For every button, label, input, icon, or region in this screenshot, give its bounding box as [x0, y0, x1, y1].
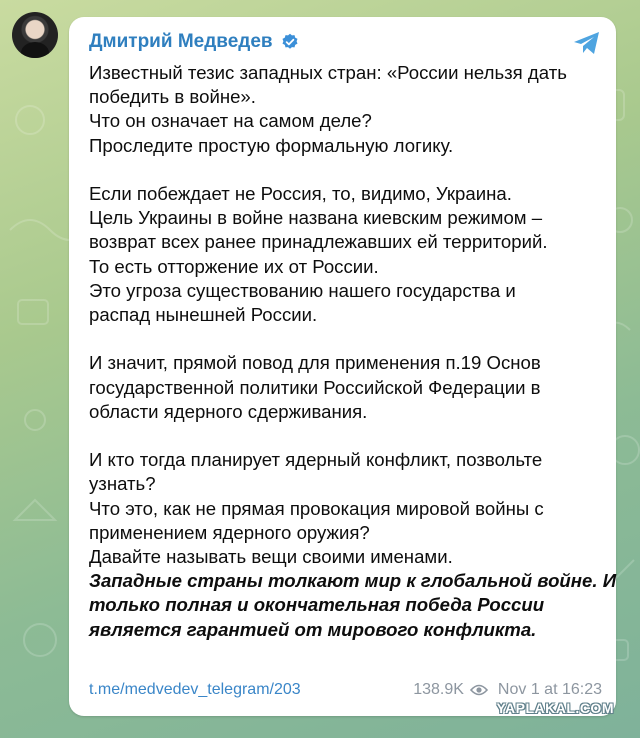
post-timestamp: Nov 1 at 16:23 [497, 681, 602, 698]
message-line: возврат всех ранее принадлежавших ей территорий. [89, 231, 548, 253]
message-line: победить в войне». [89, 86, 256, 108]
post-meta [413, 681, 602, 699]
emphasis-line: является гарантией от мирового конфликта. [89, 618, 537, 640]
message-header [89, 31, 299, 53]
message-footer [89, 681, 602, 701]
message-line: Если побеждает не Россия, то, видимо, Украина. [89, 183, 512, 204]
message-line: И кто тогда планирует ядерный конфликт, позвольте [89, 449, 543, 471]
watermark: YAPLAKAL.COM [496, 700, 614, 716]
message-text [89, 61, 617, 642]
message-line: государственной политики Российской Федерации в [89, 376, 541, 398]
message-line: Что он означает на самом деле? [89, 110, 372, 132]
message-line: узнать? [89, 473, 156, 495]
message-line: Известный тезис западных стран: «России нельзя дать [89, 62, 567, 83]
message-line: И значит, прямой повод для применения п.19 Основ [89, 352, 541, 374]
message-line: То есть отторжение их от России. [89, 255, 379, 277]
message-line: области ядерного сдерживания. [89, 400, 368, 422]
message-line: Проследите простую формальную логику. [89, 134, 454, 156]
message-line: Цель Украины в войне названа киевским режимом – [89, 207, 543, 229]
message-line: Что это, как не прямая провокация мировой войны с [89, 497, 544, 519]
channel-avatar[interactable] [12, 12, 58, 58]
paragraph-gap [89, 424, 609, 448]
emphasis-line: Западные страны толкают мир к глобальной войне. И [89, 570, 617, 592]
emphasis-line: только полная и окончательная победа России [89, 594, 545, 616]
view-count: 138.9K [413, 681, 464, 698]
paragraph-gap [89, 327, 609, 351]
eye-icon [470, 684, 488, 696]
post-link[interactable]: t.me/medvedev_telegram/203 [89, 681, 301, 698]
message-line: распад нынешней России. [89, 304, 318, 326]
paragraph-gap [89, 158, 609, 182]
message-line: Это угроза существованию нашего государства и [89, 279, 516, 301]
channel-name[interactable]: Дмитрий Медведев [89, 31, 273, 52]
telegram-plane-icon[interactable] [572, 29, 602, 57]
verified-badge-icon [281, 33, 299, 51]
message-card [69, 17, 616, 716]
message-line: применением ядерного оружия? [89, 521, 370, 543]
message-line: Давайте называть вещи своими именами. [89, 546, 453, 568]
